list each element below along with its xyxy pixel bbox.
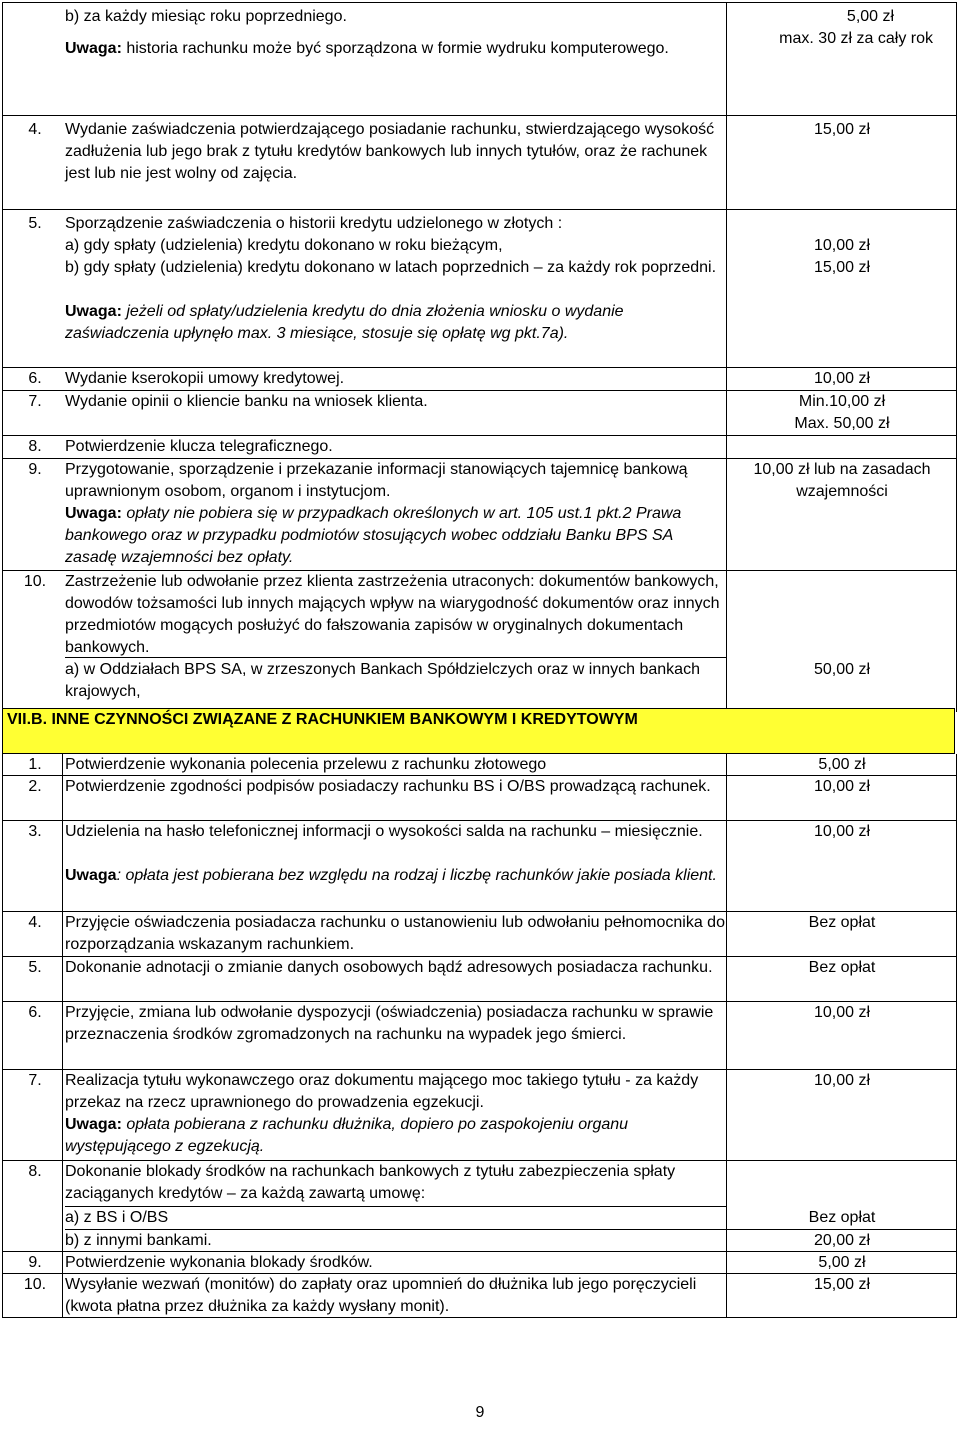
item-text: Potwierdzenie zgodności podpisów posiadaczy rachunku BS i O/BS prowadzącą rachunek. [65,778,711,795]
item-number: 10. [23,573,47,590]
item-7 [3,391,956,436]
item-number: 8. [28,438,42,455]
item-text: Wydanie kserokopii umowy kredytowej. [65,370,345,387]
item-fee: 10,00 zł [813,823,871,840]
item-number: 9. [28,461,42,478]
item-text: Potwierdzenie klucza telegraficznego. [65,438,333,455]
item-4 [3,116,956,210]
item-sub-b: b) gdy spłaty (udzielenia) kredytu dokonano w latach poprzednich – za każdy rok poprzedni. [65,259,717,276]
note-label: Uwaga: [65,40,122,57]
item-fee [728,391,956,435]
item-text: Przyjęcie, zmiana lub odwołanie dyspozycji (oświadczenia) posiadacza rachunku w sprawie przeznaczenia środków zgromadzonych na rachunku na wypadek jego śmierci. [65,1004,714,1043]
item-fee: 10,00 zł [813,778,871,795]
item-b10 [3,1274,956,1318]
fee-note: max. 30 zł za cały rok [779,30,933,47]
item-text: Dokonanie blokady środków na rachunkach bankowych z tytułu zabezpieczenia spłaty zaciąganych kredytów – za każdą zawartą umowę: [65,1163,676,1202]
item-text: Sporządzenie zaświadczenia o historii kredytu udzielonego w złotych : [65,215,563,232]
item-text: Potwierdzenie wykonania blokady środków. [65,1254,373,1271]
item-number: 6. [28,370,42,387]
item-fee: 5,00 zł [818,756,866,773]
item-text: Wydanie zaświadczenia potwierdzającego posiadanie rachunku, stwierdzającego wysokość zadłużenia lub jego brak z tytułu kredytów bankowych lub innych tytułów, oraz że rachunek jest lub nie jest wolny od zajęcia. [65,121,715,182]
item-sub-a: a) w Oddziałach BPS SA, w zrzeszonych Bankach Spółdzielczych oraz w innych bankach krajowych, [65,661,700,700]
fee-table-lower [2,754,957,1318]
item-8 [3,436,956,459]
row-note [65,38,725,60]
item-text: Udzielenia na hasło telefonicznej informacji o wysokości salda na rachunku – miesięcznie. [65,823,703,840]
item-number: 7. [28,1072,42,1089]
item-note [65,503,725,569]
item-fee-b: 15,00 zł [813,259,871,276]
note-text: : opłata jest pobierana bez względu na rodzaj i liczbę rachunków jakie posiada klient. [116,867,717,884]
section-title: VII.B. INNE CZYNNOŚCI ZWIĄZANE Z RACHUNKIEM BANKOWYM I KREDYTOWYM [7,711,638,728]
item-b7 [3,1070,956,1161]
note-text: opłaty nie pobiera się w przypadkach określonych w art. 105 ust.1 pkt.2 Prawa bankowego oraz w przypadku podmiotów stosujących wobec oddziału Banku BPS SA zasadę wzajemności bez opłaty. [65,505,682,566]
item-text: Wysyłanie wezwań (monitów) do zapłaty oraz upomnień do dłużnika lub jego poręczycieli (kwota płatna przez dłużnika za każdy wysłany monit). [65,1276,697,1315]
item-number: 3. [28,823,42,840]
item-number: 10. [23,1276,47,1293]
item-fee-a: Bez opłat [808,1209,876,1226]
item-number: 8. [28,1163,42,1180]
section-header [2,708,955,754]
item-fee: 10,00 zł [813,370,871,387]
item-fee: 50,00 zł [813,661,871,678]
page-number: 9 [475,1404,485,1421]
note-label: Uwaga: [65,303,122,320]
item-sub-a: a) gdy spłaty (udzielenia) kredytu dokonano w roku bieżącym, [65,237,503,254]
item-text: Dokonanie adnotacji o zmianie danych osobowych bądź adresowych posiadacza rachunku. [65,959,713,976]
item-b9 [3,1252,956,1274]
fee-table-upper [2,2,957,712]
item-b6 [3,1002,956,1070]
note-label: Uwaga [65,867,117,884]
item-10 [3,571,956,710]
item-text: Przygotowanie, sporządzenie i przekazanie informacji stanowiących tajemnicę bankową uprawnionym osobom, organom i instytucjom. [65,461,688,500]
item-fee: 10,00 zł lub na zasadach wzajemności [753,461,931,500]
row-text: b) za każdy miesiąc roku poprzedniego. [65,8,347,25]
item-number: 4. [28,121,42,138]
item-5 [3,210,956,368]
item-b2 [3,776,956,821]
item-text: Realizacja tytułu wykonawczego oraz dokumentu mającego moc takiego tytułu - za każdy przekaz na rzecz uprawnionego do prowadzenia egzekucji. [65,1072,699,1111]
item-fee: Bez opłat [808,914,876,931]
item-number: 5. [28,215,42,232]
item-b5 [3,957,956,1002]
item-fee: 15,00 zł [813,121,871,138]
item-text: Przyjęcie oświadczenia posiadacza rachunku o ustanowieniu lub odwołaniu pełnomocnika do rozporządzania wskazanym rachunkiem. [65,914,725,953]
note-text: historia rachunku może być sporządzona w formie wydruku komputerowego. [121,40,669,57]
item-number: 5. [28,959,42,976]
item-fee: 10,00 zł [813,1004,871,1021]
item-fee: 10,00 zł [813,1072,871,1089]
item-fee: 5,00 zł [818,1254,866,1271]
item-b1 [3,754,956,776]
item-b8 [3,1161,956,1252]
item-number: 9. [28,1254,42,1271]
item-number: 2. [28,778,42,795]
item-fee-b: 20,00 zł [813,1232,871,1249]
note-text: jeżeli od spłaty/udzielenia kredytu do dnia złożenia wniosku o wydanie zaświadczenia upłynęło max. 3 miesiące, stosuje się opłatę wg pkt.7a). [65,303,624,342]
fee-value: 5,00 zł [846,8,895,25]
item-sub-a: a) z BS i O/BS [65,1209,169,1226]
item-b4 [3,912,956,957]
fee-min: Min.10,00 zł [798,393,886,410]
item-text: Zastrzeżenie lub odwołanie przez klienta zastrzeżenia utraconych: dokumentów bankowych, dowodów tożsamości lub innych mających wpływ na wiarygodność dokumentów oraz innych przedmiotów mogących posłużyć do fałszowania zapisów w oryginalnych dokumentach bankowych. [65,573,720,656]
item-sub-b: b) z innymi bankami. [65,1232,212,1249]
item-number: 6. [28,1004,42,1021]
note-label: Uwaga: [65,505,122,522]
item-fee-a: 10,00 zł [813,237,871,254]
note-text: opłata pobierana z rachunku dłużnika, dopiero po zaspokojeniu organu występującego z egzekucją. [65,1116,629,1155]
row-previous-year [3,3,956,116]
item-note [65,865,725,887]
row-fee [728,6,953,50]
item-text: Wydanie opinii o kliencie banku na wniosek klienta. [65,393,428,410]
item-number: 7. [28,393,42,410]
note-label: Uwaga: [65,1116,122,1133]
item-note [65,1114,725,1158]
item-fee: Bez opłat [808,959,876,976]
item-b3 [3,821,956,912]
item-text: Potwierdzenie wykonania polecenia przelewu z rachunku złotowego [65,756,547,773]
item-6 [3,368,956,391]
item-9 [3,459,956,571]
item-number: 4. [28,914,42,931]
item-note [65,301,725,345]
item-number: 1. [28,756,42,773]
item-fee: 15,00 zł [813,1276,871,1293]
fee-max: Max. 50,00 zł [794,415,890,432]
